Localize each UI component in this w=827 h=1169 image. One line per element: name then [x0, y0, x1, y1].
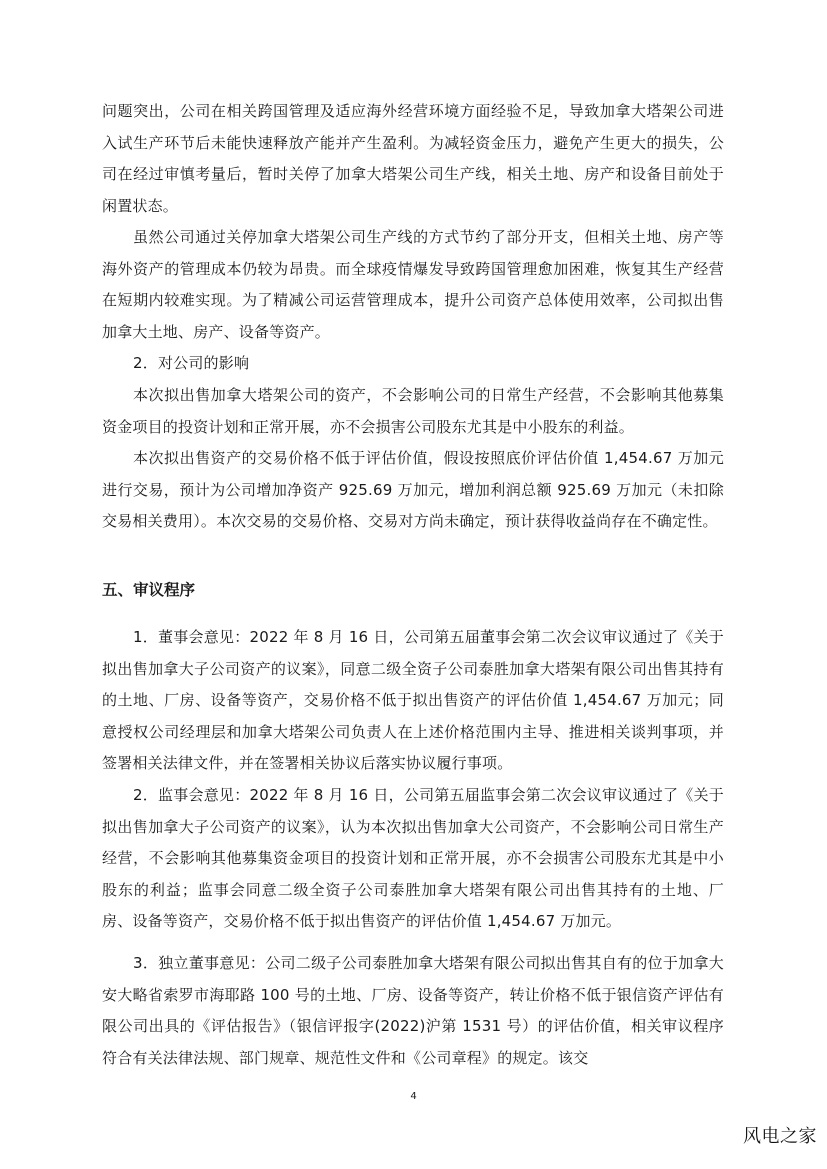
paragraph-no-impact: 本次拟出售加拿大塔架公司的资产，不会影响公司的日常生产经营，不会影响其他募集资金项目的投资计划和正常开展，亦不会损害公司股东尤其是中小股东的利益。 — [102, 386, 724, 436]
page-number: 4 — [410, 1091, 417, 1102]
paragraph-supervisory-board-opinion: 2．监事会意见：2022 年 8 月 16 日，公司第五届监事会第二次会议审议通过了《关于拟出售加拿大子公司资产的议案》，认为本次拟出售加拿大公司资产，不会影响公司日常生产经营，不会影响其他募集资金项目的投资计划和正常开展，亦不会损害公司股东尤其是中小股东的利益；监事会同意二级全资子公司泰胜加拿大塔架有限公司出售其持有的土地、厂房、设备等资产，交易价格不低于拟出售资产的评估价值 1,454.67 万加元。 — [102, 786, 724, 930]
subheading-impact-on-company: 2．对公司的影响 — [133, 354, 250, 372]
paragraph-independent-director-opinion: 3．独立董事意见：公司二级子公司泰胜加拿大塔架有限公司拟出售其自有的位于加拿大安大略省索罗市海耶路 100 号的土地、厂房、设备等资产，转让价格不低于银信资产评估有限公司出具的《评估报告》（银信评报字(2022)沪第 1531 号）的评估价值，相关审议程序符合有关法律法规、部门规章、规范性文件和《公司章程》的规定。该交 — [102, 954, 724, 1067]
section-heading-review-procedure: 五、审议程序 — [102, 581, 196, 599]
paragraph-reason-for-sale: 虽然公司通过关停加拿大塔架公司生产线的方式节约了部分开支，但相关土地、房产等海外资产的管理成本仍较为昂贵。而全球疫情爆发导致跨国管理愈加困难，恢复其生产经营在短期内较难实现。为了精减公司运营管理成本，提升公司资产总体使用效率，公司拟出售加拿大土地、房产、设备等资产。 — [102, 228, 724, 341]
paragraph-transaction-price: 本次拟出售资产的交易价格不低于评估价值，假设按照底价评估价值 1,454.67 万加元进行交易，预计为公司增加净资产 925.69 万加元，增加利润总额 925.69 万加元（未扣除交易相关费用）。本次交易的交易价格、交易对方尚未确定，预计获得收益尚存在不确定性。 — [102, 449, 724, 530]
paragraph-background-continued: 问题突出，公司在相关跨国管理及适应海外经营环境方面经验不足，导致加拿大塔架公司进入试生产环节后未能快速释放产能并产生盈利。为减轻资金压力，避免产生更大的损失，公司在经过审慎考量后，暂时关停了加拿大塔架公司生产线，相关土地、房产和设备目前处于闲置状态。 — [102, 102, 724, 215]
watermark-text: 风电之家 — [743, 1126, 817, 1147]
paragraph-board-opinion: 1．董事会意见：2022 年 8 月 16 日，公司第五届董事会第二次会议审议通过了《关于拟出售加拿大子公司资产的议案》，同意二级全资子公司泰胜加拿大塔架有限公司出售其持有的土地、厂房、设备等资产，交易价格不低于拟出售资产的评估价值 1,454.67 万加元；同意授权公司经理层和加拿大塔架公司负责人在上述价格范围内主导、推进相关谈判事项，并签署相关法律文件，并在签署相关协议后落实协议履行事项。 — [102, 628, 724, 772]
